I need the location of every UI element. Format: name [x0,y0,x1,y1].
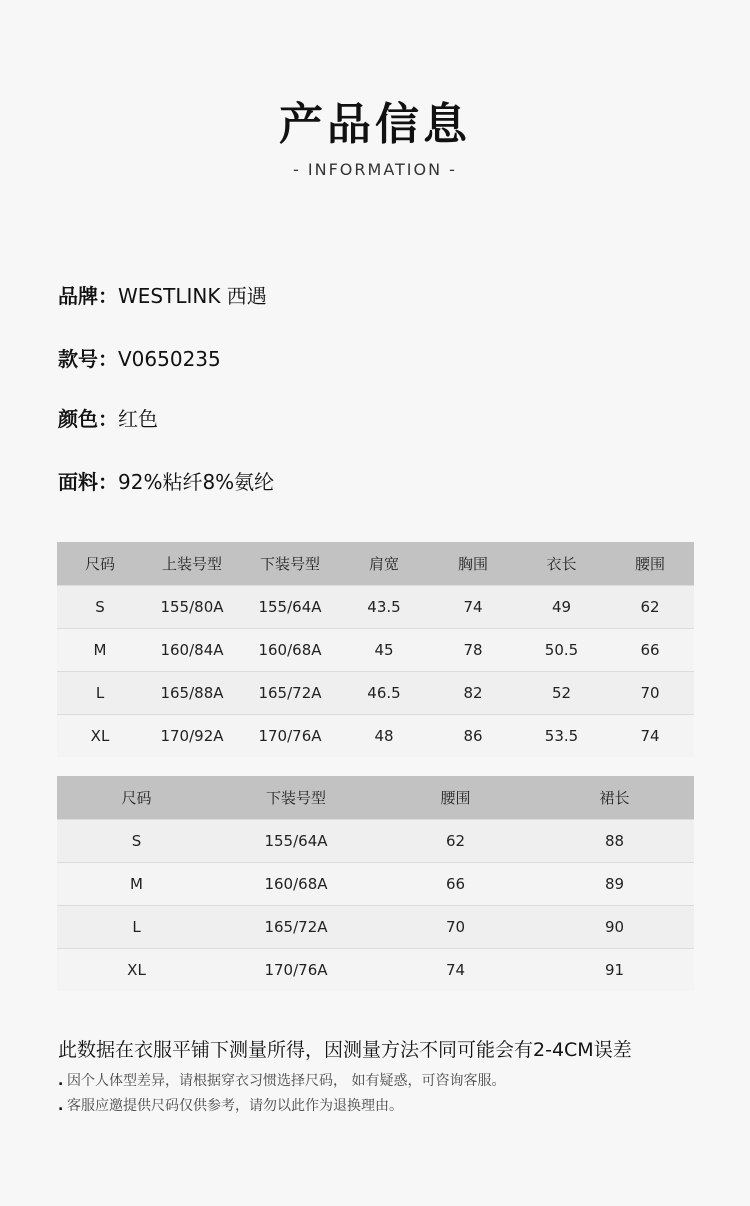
table-cell: XL [57,715,143,758]
info-color-label: 颜色： [58,407,118,431]
table-cell: 170/92A [143,715,241,758]
measurement-note: 此数据在衣服平铺下测量所得，因测量方法不同可能会有2-4CM误差 [58,1039,632,1061]
table-cell: 160/68A [241,629,339,672]
table-cell: 62 [376,820,535,863]
info-color [58,403,158,432]
table-cell: 74 [606,715,694,758]
bullet-dot-icon: . [58,1098,64,1114]
table-cell: 170/76A [241,715,339,758]
table-header-row [57,542,694,586]
table-cell: 170/76A [216,949,376,992]
table-cell: 70 [606,672,694,715]
table-header-row [57,776,694,820]
column-header: 下装号型 [241,542,339,586]
table-cell: 45 [339,629,429,672]
note-bullet-text: 因个人体型差异，请根据穿衣习惯选择尺码， 如有疑惑，可咨询客服。 [67,1073,506,1089]
table-row [57,715,694,758]
column-header: 尺码 [57,776,216,820]
table-cell: 74 [376,949,535,992]
info-brand [58,280,267,309]
table-cell: 50.5 [517,629,606,672]
table-cell: 49 [517,586,606,629]
info-color-value: 红色 [118,407,158,431]
table-cell: 91 [535,949,694,992]
column-header: 胸围 [429,542,517,586]
info-fabric-label: 面料： [58,470,118,494]
page-subtitle: - INFORMATION - [293,160,457,179]
note-bullet-2 [58,1095,403,1115]
table-cell: 88 [535,820,694,863]
top-size-table [57,542,694,757]
info-fabric-value: 92%粘纤8%氨纶 [118,470,275,494]
table-row [57,586,694,629]
column-header: 腰围 [606,542,694,586]
table-cell: S [57,820,216,863]
table-cell: M [57,863,216,906]
table-row [57,949,694,992]
table-cell: 155/64A [216,820,376,863]
column-header: 腰围 [376,776,535,820]
table-cell: 155/80A [143,586,241,629]
table-cell: 52 [517,672,606,715]
table-cell: L [57,906,216,949]
info-brand-value: WESTLINK 西遇 [118,284,267,308]
table-row [57,906,694,949]
table-cell: L [57,672,143,715]
column-header: 上装号型 [143,542,241,586]
bottom-size-table [57,776,694,991]
table-cell: 74 [429,586,517,629]
table-cell: 165/72A [241,672,339,715]
table-cell: 62 [606,586,694,629]
info-brand-label: 品牌： [58,284,118,308]
table-cell: 46.5 [339,672,429,715]
column-header: 尺码 [57,542,143,586]
info-style-no-value: V0650235 [118,347,221,371]
table-cell: 48 [339,715,429,758]
column-header: 衣长 [517,542,606,586]
table-cell: 66 [376,863,535,906]
table-row [57,820,694,863]
table-cell: 43.5 [339,586,429,629]
column-header: 下装号型 [216,776,376,820]
table-cell: 155/64A [241,586,339,629]
table-cell: 70 [376,906,535,949]
note-bullet-text: 客服应邀提供尺码仅供参考，请勿以此作为退换理由。 [67,1098,403,1114]
table-cell: 66 [606,629,694,672]
table-cell: 89 [535,863,694,906]
table-row [57,629,694,672]
column-header: 肩宽 [339,542,429,586]
table-row [57,863,694,906]
table-cell: 160/68A [216,863,376,906]
note-bullet-1 [58,1070,505,1090]
info-style-no [58,343,221,372]
table-cell: S [57,586,143,629]
table-cell: 90 [535,906,694,949]
table-cell: 160/84A [143,629,241,672]
table-cell: XL [57,949,216,992]
bullet-dot-icon: . [58,1073,64,1089]
table-cell: 165/72A [216,906,376,949]
column-header: 裙长 [535,776,694,820]
table-cell: 86 [429,715,517,758]
table-cell: M [57,629,143,672]
table-cell: 78 [429,629,517,672]
page-title: 产品信息 [279,99,471,150]
info-style-no-label: 款号： [58,347,118,371]
info-fabric [58,466,274,495]
table-row [57,672,694,715]
table-cell: 82 [429,672,517,715]
table-cell: 53.5 [517,715,606,758]
table-cell: 165/88A [143,672,241,715]
